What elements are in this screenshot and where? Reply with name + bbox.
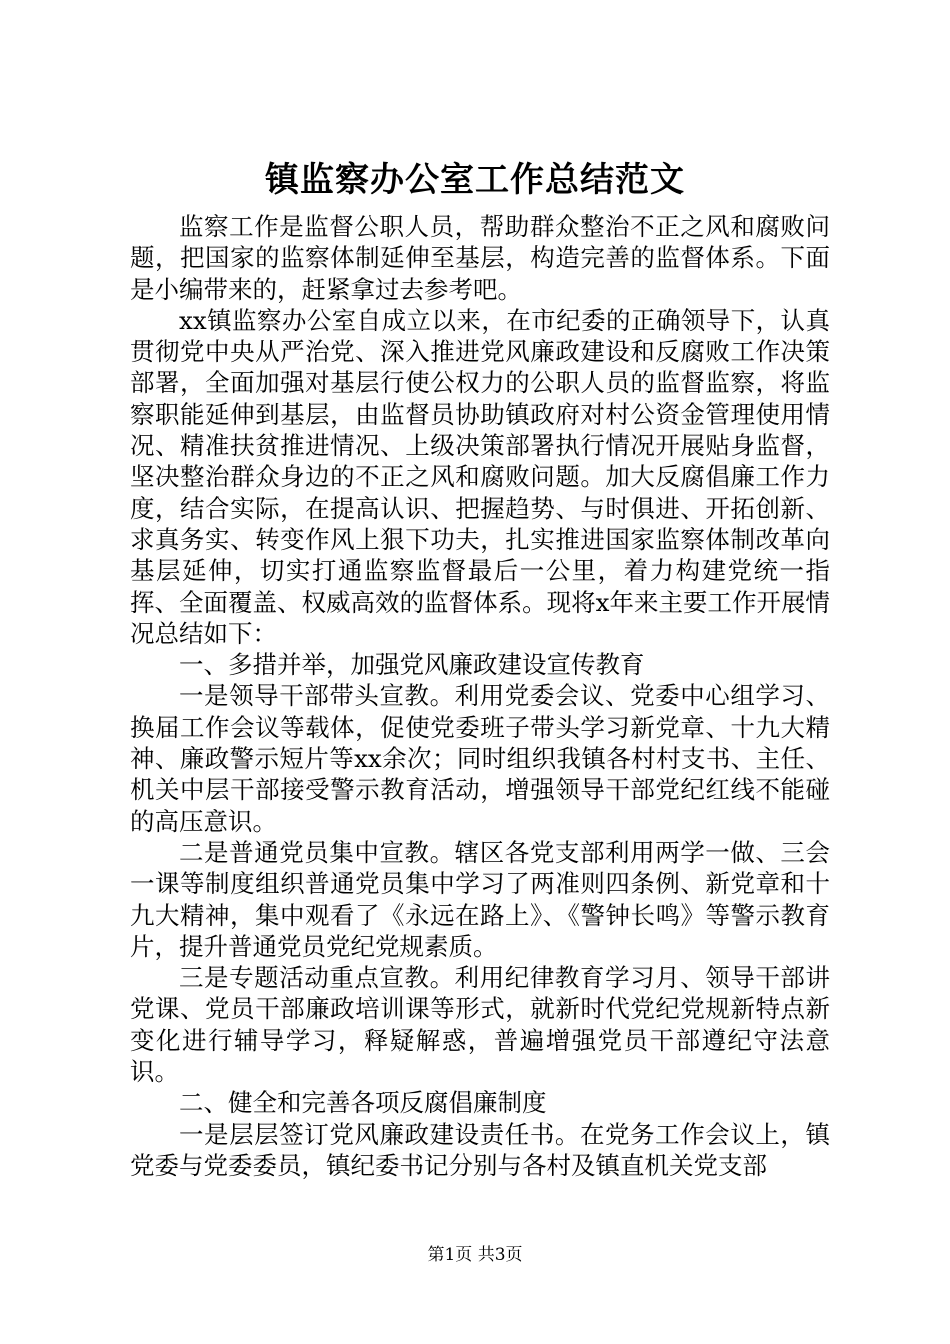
paragraph-item: 一是领导干部带头宣教。利用党委会议、党委中心组学习、换届工作会议等载体，促使党委班子带头学习新党章、十九大精神、廉政警示短片等xx余次；同时组织我镇各村村支书、主任、机关中层干部接受警示教育活动，增强领导干部党纪红线不能碰的高压意识。 <box>130 681 830 836</box>
paragraph-intro: 监察工作是监督公职人员，帮助群众整治不正之风和腐败问题，把国家的监察体制延伸至基层，构造完善的监督体系。下面是小编带来的，赶紧拿过去参考吧。 <box>130 212 830 304</box>
section-heading-1: 一、多措并举，加强党风廉政建设宣传教育 <box>179 650 645 680</box>
document-body <box>130 211 830 1181</box>
paragraph-item: 二是普通党员集中宣教。辖区各党支部利用两学一做、三会一课等制度组织普通党员集中学习了两准则四条例、新党章和十九大精神，集中观看了《永远在路上》、《警钟长鸣》等警示教育片，提升普通党员党纪党规素质。 <box>130 837 830 961</box>
paragraph-overview: xx镇监察办公室自成立以来，在市纪委的正确领导下，认真贯彻党中央从严治党、深入推进党风廉政建设和反腐败工作决策部署，全面加强对基层行使公权力的公职人员的监督监察，将监察职能延伸到基层，由监督员协助镇政府对村公资金管理使用情况、精准扶贫推进情况、上级决策部署执行情况开展贴身监督，坚决整治群众身边的不正之风和腐败问题。加大反腐倡廉工作力度，结合实际，在提高认识、把握趋势、与时俱进、开拓创新、求真务实、转变作风上狠下功夫，扎实推进国家监察体制改革向基层延伸，切实打通监察监督最后一公里，着力构建党统一指挥、全面覆盖、权威高效的监督体系。现将x年来主要工作开展情况总结如下： <box>130 305 830 648</box>
document-title: 镇监察办公室工作总结范文 <box>265 160 685 200</box>
paragraph-item: 三是专题活动重点宣教。利用纪律教育学习月、领导干部讲党课、党员干部廉政培训课等形式，就新时代党纪党规新特点新变化进行辅导学习，释疑解惑，普遍增强党员干部遵纪守法意识。 <box>130 963 830 1087</box>
page-number: 第1页 共3页 <box>427 1245 523 1265</box>
paragraph-item: 一是层层签订党风廉政建设责任书。在党务工作会议上，镇党委与党委委员，镇纪委书记分别与各村及镇直机关党支部 <box>130 1119 830 1180</box>
section-heading-2: 二、健全和完善各项反腐倡廉制度 <box>179 1088 547 1118</box>
